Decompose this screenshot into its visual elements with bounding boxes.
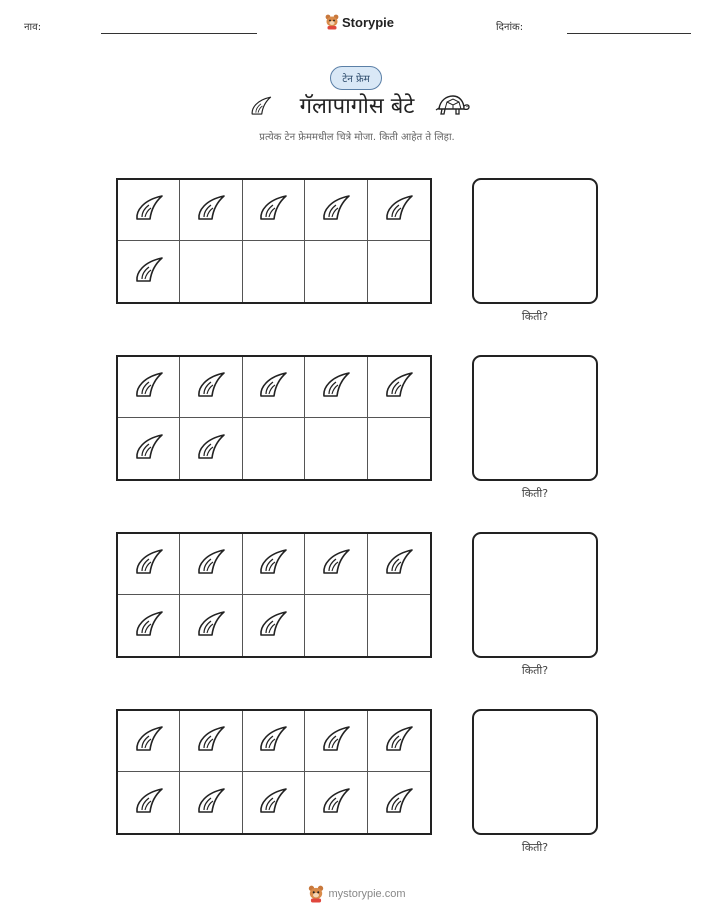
answer-label: किती? xyxy=(521,664,549,677)
fin-icon xyxy=(383,370,415,404)
answer-label: किती? xyxy=(521,487,549,500)
fin-icon xyxy=(383,724,415,758)
fin-icon xyxy=(195,432,227,466)
ten-frame-cell xyxy=(118,595,180,656)
fin-icon xyxy=(383,786,415,820)
ten-frame-cell xyxy=(305,534,367,595)
page-title: गॅलापागोस बेटे xyxy=(299,94,415,119)
fin-icon xyxy=(257,370,289,404)
answer-box[interactable] xyxy=(472,355,598,481)
ten-frame-cell xyxy=(305,418,367,479)
fin-icon xyxy=(133,193,165,227)
ten-frame-cell xyxy=(180,595,242,656)
date-label: दिनांक: xyxy=(496,22,524,33)
ten-frame-cell xyxy=(368,418,430,479)
tortoise-icon xyxy=(434,93,470,117)
ten-frame-cell xyxy=(305,241,367,302)
ten-frame-cell xyxy=(243,595,305,656)
ten-frame-cell xyxy=(305,180,367,241)
storypie-bear-icon xyxy=(308,885,324,903)
name-label: नाव: xyxy=(24,22,42,33)
fin-icon xyxy=(383,193,415,227)
fin-icon xyxy=(133,255,165,289)
fin-icon xyxy=(195,724,227,758)
fin-icon xyxy=(195,786,227,820)
answer-box[interactable] xyxy=(472,178,598,304)
fin-icon xyxy=(133,724,165,758)
ten-frame-cell xyxy=(368,711,430,772)
fin-icon xyxy=(320,193,352,227)
answer-label: किती? xyxy=(521,310,549,323)
fin-icon xyxy=(320,724,352,758)
ten-frame-cell xyxy=(305,772,367,833)
ten-frame-cell xyxy=(180,241,242,302)
ten-frame-cell xyxy=(118,418,180,479)
fin-icon xyxy=(133,786,165,820)
fin-icon xyxy=(320,370,352,404)
storypie-bear-icon xyxy=(325,14,339,30)
fin-icon xyxy=(195,370,227,404)
fin-icon xyxy=(257,609,289,643)
fin-icon xyxy=(257,547,289,581)
name-line[interactable] xyxy=(101,33,257,34)
ten-frame-cell xyxy=(180,418,242,479)
ten-frame-cell xyxy=(243,357,305,418)
ten-frame xyxy=(116,709,432,835)
ten-frame-cell xyxy=(118,772,180,833)
ten-frame-cell xyxy=(180,180,242,241)
ten-frame-cell xyxy=(243,534,305,595)
ten-frame-cell xyxy=(118,357,180,418)
ten-frame-cell xyxy=(118,180,180,241)
ten-frame-cell xyxy=(118,241,180,302)
date-line[interactable] xyxy=(567,33,691,34)
ten-frame-cell xyxy=(243,772,305,833)
brand-name: Storypie xyxy=(342,14,395,30)
ten-frame-cell xyxy=(368,534,430,595)
fin-icon xyxy=(383,547,415,581)
ten-frame-cell xyxy=(368,241,430,302)
ten-frame-cell xyxy=(180,357,242,418)
answer-label: किती? xyxy=(521,841,549,854)
ten-frame-cell xyxy=(368,357,430,418)
ten-frame-cell xyxy=(305,711,367,772)
ten-frame-cell xyxy=(180,772,242,833)
fin-icon xyxy=(195,609,227,643)
ten-frame xyxy=(116,532,432,658)
ten-frame-cell xyxy=(368,595,430,656)
ten-frame-cell xyxy=(368,772,430,833)
ten-frame xyxy=(116,355,432,481)
fin-icon xyxy=(195,547,227,581)
instructions: प्रत्येक टेन फ्रेममधील चित्रे मोजा. किती आहेत ते लिहा. xyxy=(259,132,455,143)
ten-frame-cell xyxy=(118,534,180,595)
fin-icon xyxy=(257,724,289,758)
ten-frame xyxy=(116,178,432,304)
fin-icon xyxy=(133,609,165,643)
ten-frame-cell xyxy=(243,241,305,302)
ten-frame-cell xyxy=(180,711,242,772)
fin-icon xyxy=(320,786,352,820)
ten-frame-cell xyxy=(243,418,305,479)
fin-icon xyxy=(257,193,289,227)
ten-frame-cell xyxy=(243,711,305,772)
fin-icon xyxy=(320,547,352,581)
fin-icon xyxy=(133,547,165,581)
ten-frame-cell xyxy=(305,595,367,656)
answer-box[interactable] xyxy=(472,709,598,835)
brand xyxy=(325,14,394,30)
footer xyxy=(0,885,714,903)
ten-frame-cell xyxy=(180,534,242,595)
ten-frame-cell xyxy=(305,357,367,418)
fin-icon xyxy=(257,786,289,820)
ten-frame-cell xyxy=(243,180,305,241)
worksheet-type-badge: टेन फ्रेम xyxy=(330,66,382,90)
fin-icon xyxy=(133,370,165,404)
fin-icon xyxy=(195,193,227,227)
answer-box[interactable] xyxy=(472,532,598,658)
footer-url: mystorypie.com xyxy=(328,888,406,900)
ten-frame-cell xyxy=(118,711,180,772)
fin-icon xyxy=(133,432,165,466)
ten-frame-cell xyxy=(368,180,430,241)
